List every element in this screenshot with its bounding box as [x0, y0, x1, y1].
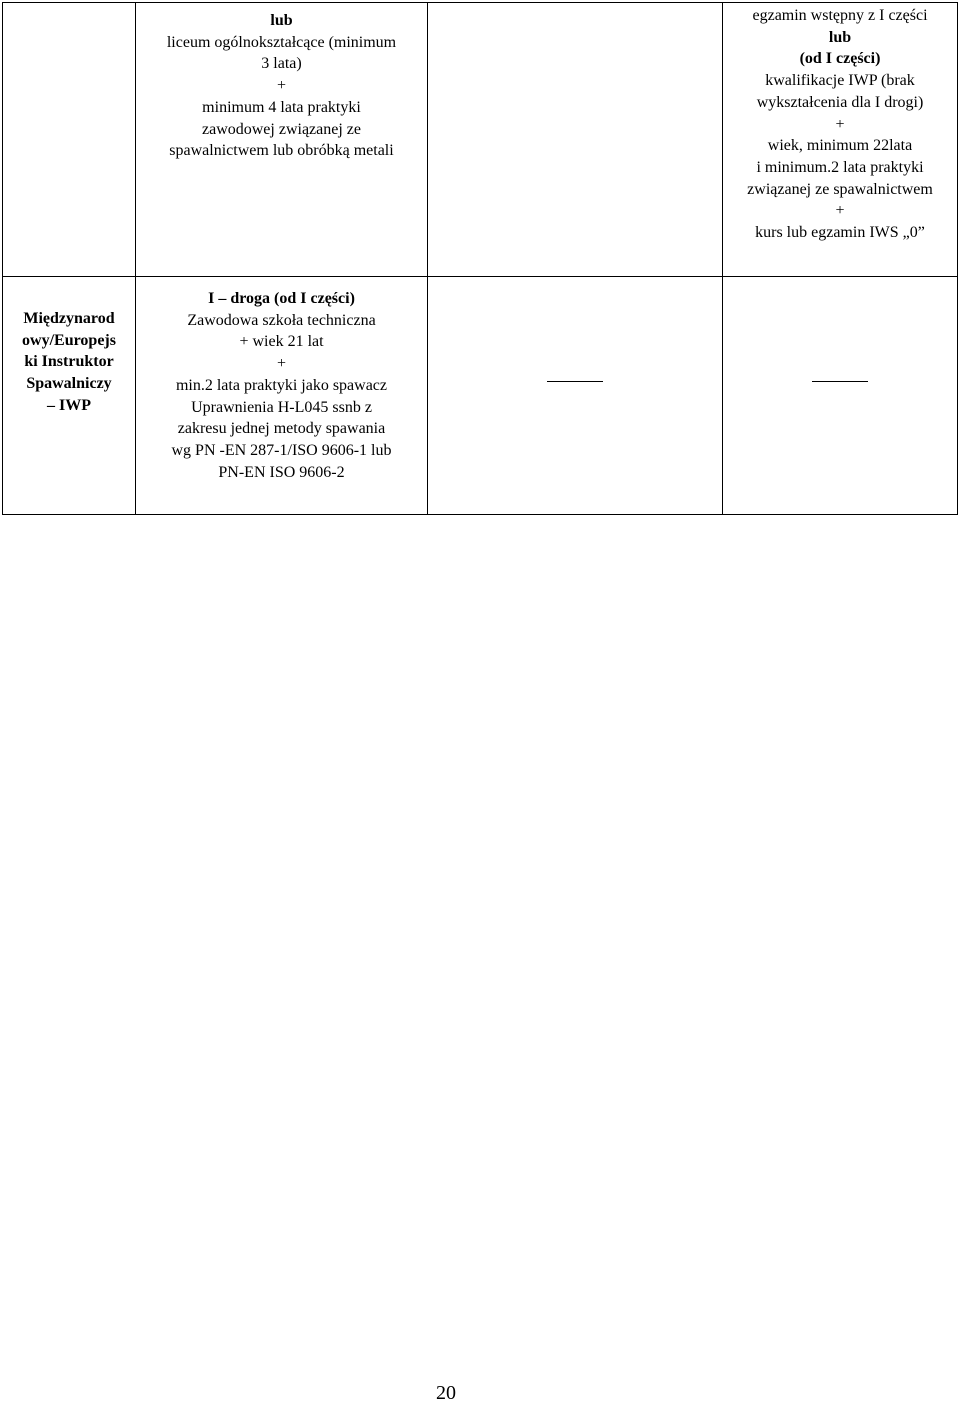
text-line: kwalifikacje IWP (brak — [765, 72, 915, 90]
dash-line — [812, 381, 868, 382]
text-line: I – droga (od I części) — [208, 290, 355, 307]
text-line: owy/Europejs — [22, 331, 116, 349]
text-line: (od I części) — [799, 50, 881, 68]
not-applicable-cell — [428, 277, 723, 515]
text-line: wg PN -EN 287-1/ISO 9606-1 lub — [171, 441, 392, 459]
text-line: PN-EN ISO 9606-2 — [218, 463, 345, 481]
text-line: + — [276, 355, 287, 373]
table-row — [3, 277, 958, 515]
text-line: egzamin wstępny z I części — [752, 7, 928, 24]
text-line: wiek, minimum 22lata — [767, 137, 913, 155]
text-line: + — [276, 77, 287, 95]
text-line: Spawalniczy — [26, 375, 112, 393]
dash-line — [547, 381, 603, 382]
text-line: minimum 4 lata praktyki — [202, 98, 361, 116]
table-row — [3, 3, 958, 277]
text-line: Międzynarod — [23, 310, 115, 327]
text-line: ki Instruktor — [24, 353, 114, 371]
text-line: lub — [270, 12, 293, 29]
qualification-label-cell — [3, 277, 136, 515]
not-applicable-cell — [723, 277, 958, 515]
page-number: 20 — [436, 1382, 456, 1404]
text-line: i minimum.2 lata praktyki — [756, 158, 924, 176]
text-line: Zawodowa szkoła techniczna — [187, 311, 376, 329]
text-line: lub — [828, 28, 852, 46]
text-line: min.2 lata praktyki jako spawacz — [175, 376, 388, 394]
route-cell — [723, 3, 958, 277]
text-line: kurs lub egzamin IWS „0” — [755, 224, 925, 242]
prerequisite-cell — [136, 3, 428, 277]
row-label-cell — [3, 3, 136, 277]
text-line: związanej ze spawalnictwem — [747, 180, 933, 198]
text-line: + — [835, 115, 845, 133]
text-line: wykształcenia dla I drogi) — [756, 93, 924, 111]
text-line: + wiek 21 lat — [239, 333, 324, 351]
empty-cell — [428, 3, 723, 277]
text-line: – IWP — [47, 396, 91, 414]
text-line: spawalnictwem lub obróbką metali — [169, 142, 394, 160]
text-line: zawodowej związanej ze — [201, 120, 361, 138]
text-line: Uprawnienia H-L045 ssnb z — [191, 398, 372, 416]
qualification-requirements-table — [2, 2, 958, 515]
route-one-cell — [136, 277, 428, 515]
text-line: + — [835, 202, 845, 220]
text-line: liceum ogólnokształcące (minimum — [166, 33, 397, 51]
text-line: zakresu jednej metody spawania — [177, 420, 386, 438]
text-line: 3 lata) — [261, 55, 302, 73]
